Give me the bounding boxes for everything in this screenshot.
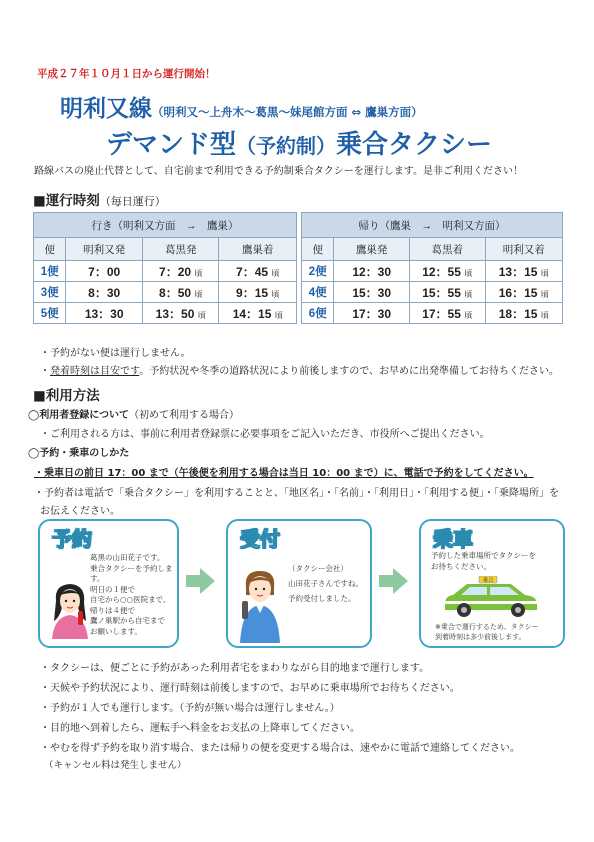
- schedule-heading-note: （毎日運行）: [99, 195, 166, 208]
- start-date-headline: 平成２７年１０月１日から運行開始！: [37, 68, 216, 80]
- reservation-instructions-cont: お伝えください。: [40, 506, 120, 517]
- inbound-direction: 帰り（鷹巣 → 明利又方面）: [302, 213, 563, 238]
- col-header: 葛黒発: [142, 238, 219, 261]
- inbound-timetable: [301, 212, 563, 324]
- table-row: [34, 261, 297, 282]
- service-type: デマンド型: [106, 130, 237, 160]
- time-cell: 15：55 頃: [409, 282, 485, 303]
- time-cell: 9：15 頃: [219, 282, 297, 303]
- time-cell: 18：15 頃: [485, 303, 563, 324]
- table-row: [34, 303, 297, 324]
- col-header: 鷹巣発: [334, 238, 410, 261]
- step-boarding-text: 予約した乗車場所でタクシーを お待ちください。: [431, 551, 536, 571]
- step-boarding-note: ※乗合で運行するため、タクシー 到着時刻は多少前後します。: [435, 623, 539, 641]
- col-header: 明利又発: [66, 238, 143, 261]
- registration-title: ◯利用者登録について（初めて利用する場合）: [28, 410, 239, 421]
- note-item: ・目的地へ到着したら、運転手へ料金をお支払の上降車してください。: [40, 723, 360, 734]
- service-reservation-note: （予約制）: [236, 134, 337, 158]
- time-cell: 13：30: [66, 303, 143, 324]
- note-item: ・タクシーは、便ごとに予約があった利用者宅をまわりながら目的地まで運行します。: [40, 663, 430, 674]
- col-header: 便: [302, 238, 334, 261]
- route-title: [60, 90, 423, 123]
- step-title: 予約: [52, 527, 92, 551]
- time-cell: 17：55 頃: [409, 303, 485, 324]
- time-cell: 7：45 頃: [219, 261, 297, 282]
- caller-woman-illustration: [48, 581, 92, 643]
- time-cell: 7：00: [66, 261, 143, 282]
- lead-text: 路線バスの廃止代替として、自宅前まで利用できる予約制乗合タクシーを運行します。是非ご利用ください！: [34, 166, 523, 177]
- bin-number: 1便: [34, 261, 66, 282]
- reservation-instructions: ・予約者は電話で「乗合タクシー」を利用することと、「地区名」・「名前」・「利用日」・「利用する便」・「乗降場所」を: [34, 488, 559, 499]
- note-item: ・天候や予約状況により、運行時刻は前後しますので、お早めに乗車場所でお待ちください。: [40, 683, 460, 694]
- route-subtitle: （明利又～上舟木～葛黒～妹尾館方面 ⇔ 鷹巣方面）: [152, 105, 423, 119]
- time-cell: 12：55 頃: [409, 261, 485, 282]
- step-title: 乗車: [433, 527, 473, 551]
- note-item: ・予約が１人でも運行します。（予約が無い場合は運行しません。）: [40, 703, 340, 714]
- table-row: [302, 303, 563, 324]
- reservation-deadline: ・乗車日の前日 17：00 まで（午後便を利用する場合は当日 10：00 まで）に、電話で予約をしてください。: [34, 468, 534, 479]
- taxi-sign: 乗合: [482, 578, 494, 584]
- usage-heading: ■利用方法: [33, 388, 100, 404]
- registration-text: ・ご利用される方は、事前に利用者登録票に必要事項をご記入いただき、市役所へご提出ください。: [40, 429, 490, 440]
- time-cell: 14：15 頃: [219, 303, 297, 324]
- schedule-heading: [33, 189, 166, 209]
- time-cell: 12：30: [334, 261, 410, 282]
- bin-number: 6便: [302, 303, 334, 324]
- col-header: 明利又着: [485, 238, 563, 261]
- bin-number: 4便: [302, 282, 334, 303]
- time-cell: 8：30: [66, 282, 143, 303]
- schedule-note-1: ・予約がない便は運行しません。: [40, 348, 191, 359]
- outbound-timetable: [33, 212, 297, 324]
- route-name: 明利又線: [60, 96, 152, 122]
- service-title: [106, 124, 492, 161]
- table-row: [34, 282, 297, 303]
- time-cell: 15：30: [334, 282, 410, 303]
- step-title: 受付: [240, 527, 280, 551]
- step-reservation-panel: [38, 519, 179, 648]
- time-cell: 13：50 頃: [142, 303, 219, 324]
- col-header: 便: [34, 238, 66, 261]
- taxi-illustration: [439, 576, 543, 624]
- table-row: [302, 261, 563, 282]
- bin-number: 2便: [302, 261, 334, 282]
- arrow-right-icon: [379, 566, 409, 600]
- col-header: 鷹巣着: [219, 238, 297, 261]
- col-header: 葛黒着: [409, 238, 485, 261]
- bin-number: 5便: [34, 303, 66, 324]
- ride-title: ◯予約・乗車のしかた: [28, 448, 130, 459]
- time-cell: 13：15 頃: [485, 261, 563, 282]
- bin-number: 3便: [34, 282, 66, 303]
- note-item: ・やむを得ず予約を取り消す場合、または帰りの便を変更する場合は、速やかに電話で連絡してください。: [40, 743, 520, 754]
- schedule-note-2: ・発着時刻は目安です。予約状況や冬季の道路状況により前後しますので、お早めに出発準備してお待ちください。: [40, 366, 560, 377]
- time-cell: 8：50 頃: [142, 282, 219, 303]
- step-reception-panel: [226, 519, 372, 648]
- step-reception-text: （タクシー会社） 山田花子さんですね。 予約受付しました。: [288, 564, 363, 603]
- operator-woman-illustration: [234, 565, 284, 647]
- schedule-heading-label: ■運行時刻: [33, 193, 100, 209]
- step-boarding-panel: [419, 519, 565, 648]
- step-reservation-text: 葛黒の山田花子です。 乗合タクシーを予約します。 明日の１便で 自宅から○○医院まで、 帰りは４便で 鷹ノ巣駅から自宅まで お願いします。: [90, 553, 173, 636]
- table-row: [302, 282, 563, 303]
- arrow-right-icon: [186, 566, 216, 600]
- time-cell: 17：30: [334, 303, 410, 324]
- time-cell: 16：15 頃: [485, 282, 563, 303]
- outbound-direction: 行き（明利又方面 → 鷹巣）: [34, 213, 297, 238]
- service-name: 乗合タクシー: [336, 130, 493, 160]
- time-cell: 7：20 頃: [142, 261, 219, 282]
- note-item: （キャンセル料は発生しません）: [44, 760, 187, 771]
